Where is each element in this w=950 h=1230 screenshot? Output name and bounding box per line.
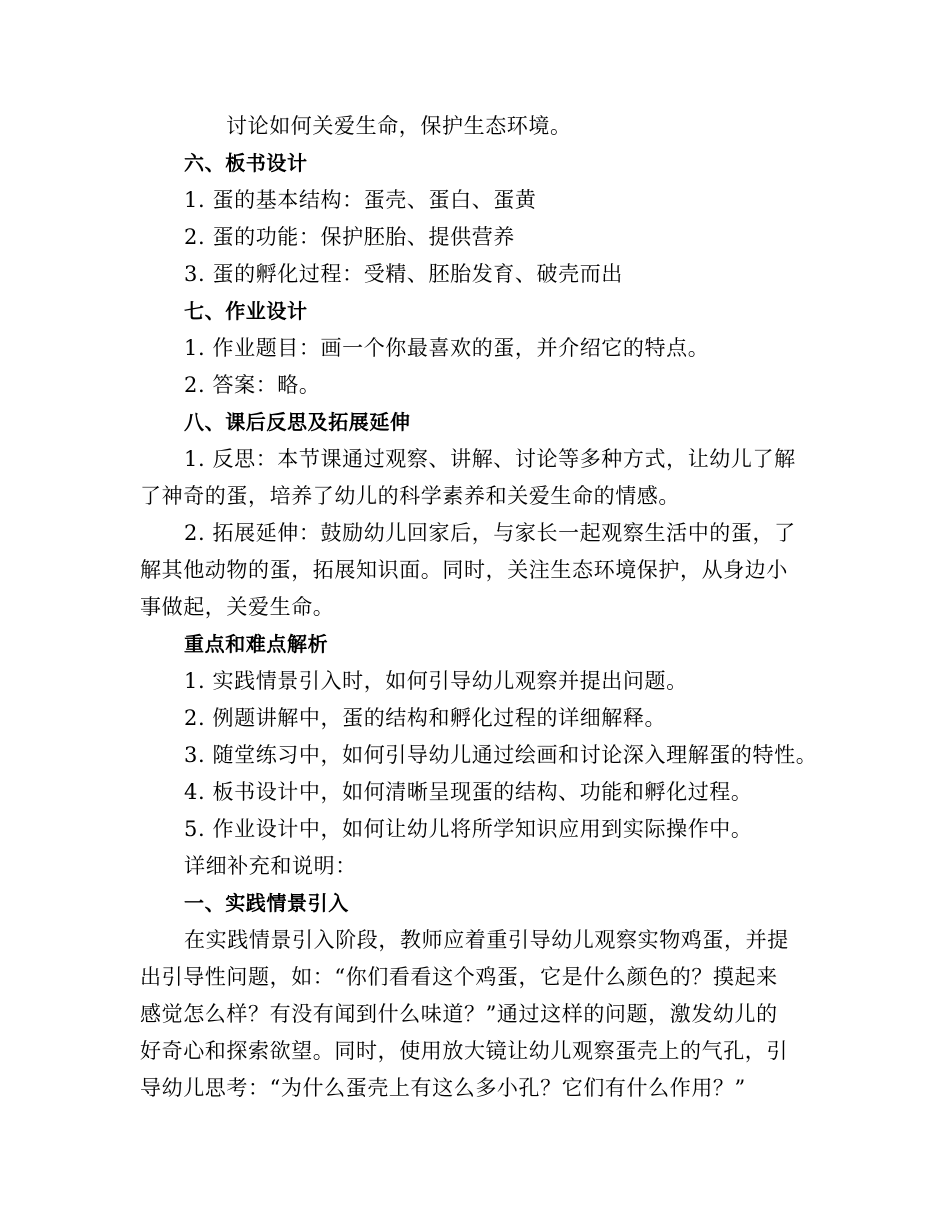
board-item: 3. 蛋的孵化过程：受精、胚胎发育、破壳而出 — [184, 262, 623, 286]
section-heading-reflection: 八、课后反思及拓展延伸 — [184, 410, 411, 434]
board-item: 1. 蛋的基本结构：蛋壳、蛋白、蛋黄 — [184, 188, 537, 212]
paragraph-line: 导幼儿思考：“为什么蛋壳上有这么多小孔？它们有什么作用？” — [140, 1076, 746, 1100]
extension-text: 2. 拓展延伸：鼓励幼儿回家后，与家长一起观察生活中的蛋，了 — [184, 521, 796, 545]
section-heading-board: 六、板书设计 — [184, 151, 308, 175]
section-heading-intro: 一、实践情景引入 — [184, 891, 349, 915]
paragraph-line: 感觉怎么样？有没有闻到什么味道？”通过这样的问题，激发幼儿的 — [140, 1002, 778, 1026]
paragraph-line: 好奇心和探索欲望。同时，使用放大镜让幼儿观察蛋壳上的气孔，引 — [140, 1039, 788, 1063]
extension-text: 解其他动物的蛋，拓展知识面。同时，关注生态环境保护，从身边小 — [140, 558, 788, 582]
key-point-item: 2. 例题讲解中，蛋的结构和孵化过程的详细解释。 — [184, 706, 667, 730]
homework-item: 2. 答案：略。 — [184, 373, 321, 397]
intro-text: 讨论如何关爱生命，保护生态环境。 — [226, 114, 572, 138]
reflection-text: 1. 反思：本节课通过观察、讲解、讨论等多种方式，让幼儿了解 — [184, 447, 796, 471]
paragraph-line: 出引导性问题，如：“你们看看这个鸡蛋，它是什么颜色的？摸起来 — [140, 965, 778, 989]
section-heading-key-points: 重点和难点解析 — [184, 632, 329, 656]
board-item: 2. 蛋的功能：保护胚胎、提供营养 — [184, 225, 515, 249]
supplement-label: 详细补充和说明： — [184, 854, 357, 878]
section-heading-homework: 七、作业设计 — [184, 299, 308, 323]
homework-item: 1. 作业题目：画一个你最喜欢的蛋，并介绍它的特点。 — [184, 336, 710, 360]
key-point-item: 3. 随堂练习中，如何引导幼儿通过绘画和讨论深入理解蛋的特性。 — [184, 743, 818, 767]
key-point-item: 5. 作业设计中，如何让幼儿将所学知识应用到实际操作中。 — [184, 817, 753, 841]
extension-text: 事做起，关爱生命。 — [140, 595, 335, 619]
key-point-item: 1. 实践情景引入时，如何引导幼儿观察并提出问题。 — [184, 669, 688, 693]
key-point-item: 4. 板书设计中，如何清晰呈现蛋的结构、功能和孵化过程。 — [184, 780, 753, 804]
reflection-text: 了神奇的蛋，培养了幼儿的科学素养和关爱生命的情感。 — [140, 484, 680, 508]
paragraph-line: 在实践情景引入阶段，教师应着重引导幼儿观察实物鸡蛋，并提 — [184, 928, 789, 952]
